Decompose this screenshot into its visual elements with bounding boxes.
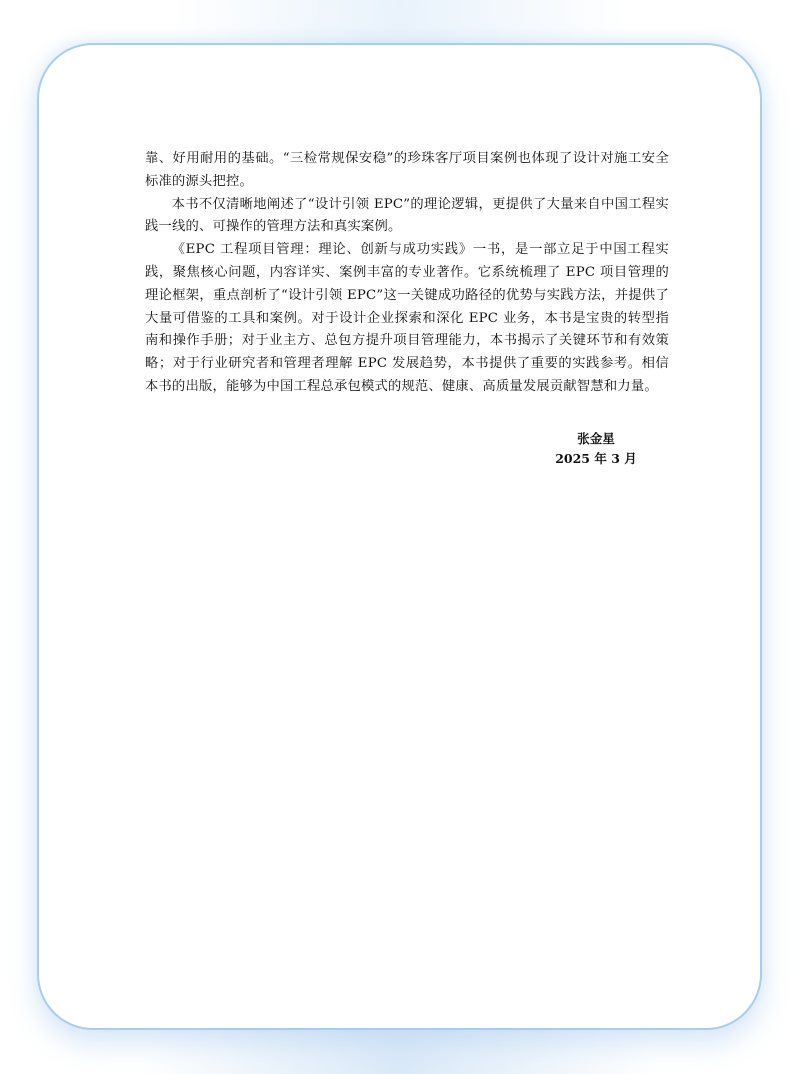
signature-block (540, 429, 652, 469)
paragraph-2: 本书不仅清晰地阐述了“设计引领 EPC”的理论逻辑，更提供了大量来自中国工程实践一线的、可操作的管理方法和真实案例。 (145, 196, 669, 235)
signature-date: 2025 年 3 月 (555, 451, 637, 466)
signature-author: 张金星 (577, 431, 615, 446)
document-body (145, 148, 669, 399)
paragraph-1: 靠、好用耐用的基础。“三检常规保安稳”的珍珠客厅项目案例也体现了设计对施工安全标准的源头把控。 (145, 151, 669, 189)
paragraph-3: 《EPC 工程项目管理：理论、创新与成功实践》一书，是一部立足于中国工程实践，聚焦核心问题，内容详实、案例丰富的专业著作。它系统梳理了 EPC 项目管理的理论框架，重点剖析了“设计引领 EPC”这一关键成功路径的优势与实践方法，并提供了大量可借鉴的工具和案例。对于设计企业探索和深化 EPC 业务，本书是宝贵的转型指南和操作手册；对于业主方、总包方提升项目管理能力，本书揭示了关键环节和有效策略；对于行业研究者和管理者理解 EPC 发展趋势，本书提供了重要的实践参考。相信本书的出版，能够为中国工程总承包模式的规范、健康、高质量发展贡献智慧和力量。 (145, 242, 669, 394)
